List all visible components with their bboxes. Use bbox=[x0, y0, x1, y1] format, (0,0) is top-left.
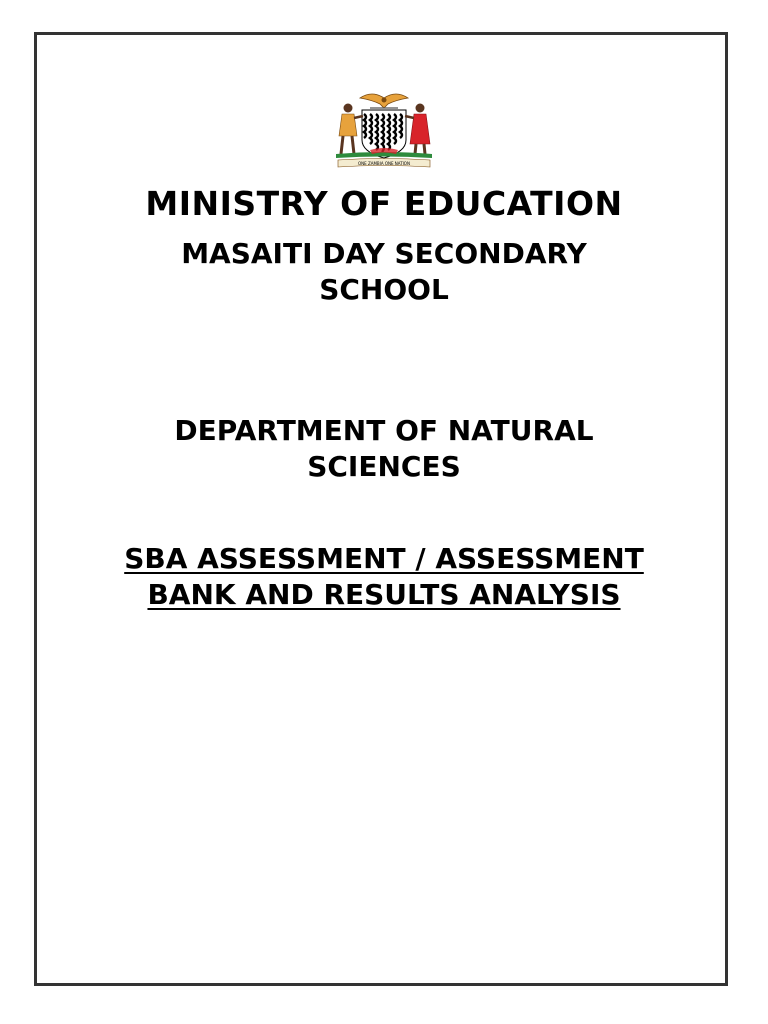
ministry-heading: MINISTRY OF EDUCATION bbox=[145, 184, 623, 223]
coat-of-arms-icon bbox=[330, 88, 438, 170]
emblem-motto: ONE ZAMBIA ONE NATION bbox=[358, 161, 410, 167]
department-name: DEPARTMENT OF NATURAL SCIENCES bbox=[174, 414, 594, 483]
page-border bbox=[34, 32, 728, 986]
document-title: SBA ASSESSMENT / ASSESSMENT BANK AND RESULTS ANALYSIS bbox=[124, 542, 644, 611]
school-name: MASAITI DAY SECONDARY SCHOOL bbox=[181, 237, 587, 306]
